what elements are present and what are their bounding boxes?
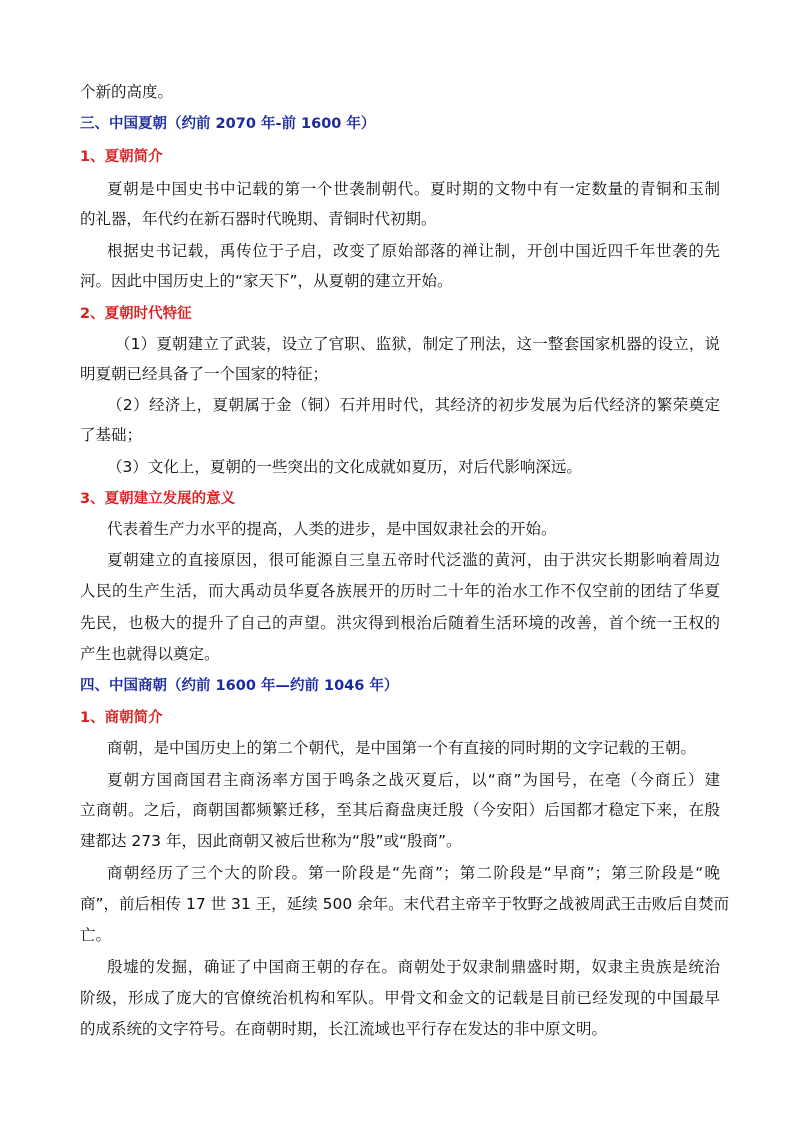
- subheading-xia-features: 2、夏朝时代特征: [80, 306, 192, 322]
- paragraph-line: 夏朝方国商国君主商汤率方国于鸣条之战灭夏后，以“商”为国号，在亳（今商丘）建: [107, 771, 720, 789]
- section-heading-shang: 四、中国商朝（约前 1600 年—约前 1046 年）: [80, 678, 399, 694]
- paragraph-line: 建都达 273 年，因此商朝又被后世称为“殷”或“殷商”。: [80, 832, 462, 850]
- paragraph-line: 的成系统的文字符号。在商朝时期，长江流域也平行存在发达的非中原文明。: [80, 1020, 608, 1038]
- paragraph-line: 的礼器，年代约在新石器时代晚期、青铜时代初期。: [80, 210, 437, 228]
- paragraph-line: 商”，前后相传 17 世 31 王，延续 500 余年。末代君主帝辛于牧野之战被周武王击败后自焚而: [80, 895, 730, 913]
- paragraph-line: 个新的高度。: [80, 83, 174, 101]
- list-item-line: （1）夏朝建立了武装，设立了官职、监狱，制定了刑法，这一整套国家机器的设立，说: [115, 335, 720, 353]
- paragraph-line: 夏朝是中国史书中记载的第一个世袭制朝代。夏时期的文物中有一定数量的青铜和玉制: [107, 180, 720, 198]
- subheading-xia-significance: 3、夏朝建立发展的意义: [80, 491, 236, 507]
- paragraph-line: 亡。: [80, 926, 112, 944]
- list-item-line: （2）经济上，夏朝属于金（铜）石并用时代，其经济的初步发展为后代经济的繁荣奠定: [107, 396, 720, 414]
- paragraph-line: 夏朝建立的直接原因，很可能源自三皇五帝时代泛滥的黄河，由于洪灾长期影响着周边: [107, 551, 720, 569]
- list-item-line: （3）文化上，夏朝的一些突出的文化成就如夏历，对后代影响深远。: [107, 458, 582, 476]
- subheading-xia-intro: 1、夏朝简介: [80, 149, 163, 165]
- paragraph-line: 阶级，形成了庞大的官僚统治机构和军队。甲骨文和金文的记载是目前已经发现的中国最早: [80, 989, 720, 1007]
- paragraph-line: 产生也就得以奠定。: [80, 645, 220, 663]
- section-heading-xia: 三、中国夏朝（约前 2070 年-前 1600 年）: [80, 116, 376, 132]
- paragraph-line: 人民的生产生活，而大禹动员华夏各族展开的历时二十年的治水工作不仅空前的团结了华夏: [80, 582, 720, 600]
- paragraph-line: 河。因此中国历史上的“家天下”，从夏朝的建立开始。: [80, 272, 453, 290]
- paragraph-line: 代表着生产力水平的提高，人类的进步，是中国奴隶社会的开始。: [107, 520, 557, 538]
- list-item-line: 了基础；: [80, 426, 143, 444]
- paragraph-line: 殷墟的发掘，确证了中国商王朝的存在。商朝处于奴隶制鼎盛时期，奴隶主贵族是统治: [107, 958, 720, 976]
- paragraph-line: 先民，也极大的提升了自己的声望。洪灾得到根治后随着生活环境的改善，首个统一王权的: [80, 614, 720, 632]
- paragraph-line: 商朝，是中国历史上的第二个朝代，是中国第一个有直接的同时期的文字记载的王朝。: [107, 739, 697, 757]
- paragraph-line: 根据史书记载，禹传位于子启，改变了原始部落的禅让制，开创中国近四千年世袭的先: [107, 242, 720, 260]
- paragraph-line: 商朝经历了三个大的阶段。第一阶段是“先商”；第二阶段是“早商”；第三阶段是“晚: [107, 864, 720, 882]
- subheading-shang-intro: 1、商朝简介: [80, 710, 163, 726]
- list-item-line: 明夏朝已经具备了一个国家的特征；: [80, 365, 329, 383]
- paragraph-line: 立商朝。之后，商朝国都频繁迁移，至其后裔盘庚迁殷（今安阳）后国都才稳定下来，在殷: [80, 801, 720, 819]
